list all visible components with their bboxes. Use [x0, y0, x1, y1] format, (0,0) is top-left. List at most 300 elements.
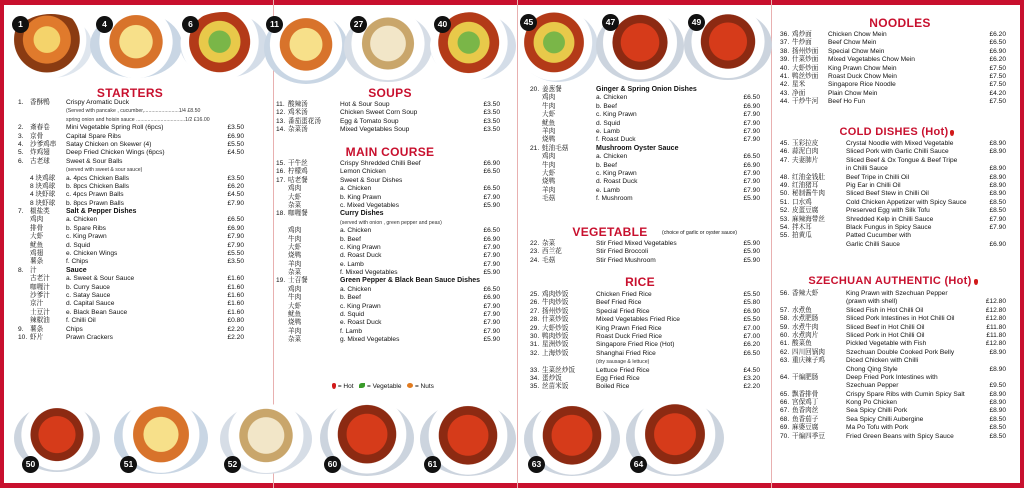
item-name: Beef Ho Fun — [828, 98, 866, 106]
item-chinese-name: 羊肉 — [542, 186, 556, 194]
menu-item-row — [18, 124, 244, 132]
item-price: £7.90 — [483, 193, 500, 201]
item-number: 40. — [780, 64, 790, 72]
panel-fold — [517, 0, 518, 488]
item-name: Chips — [66, 325, 83, 333]
item-chinese-name: 大虾 — [30, 233, 44, 241]
menu-item-row — [780, 407, 1006, 415]
item-chinese-name: 羊肉 — [542, 127, 556, 135]
menu-item-row — [18, 284, 244, 292]
item-chinese-name: 四川回锅肉 — [792, 348, 825, 356]
item-number: 37. — [780, 39, 790, 47]
item-price: £3.50 — [483, 101, 500, 108]
item-name: f. Mushroom — [596, 195, 633, 203]
item-chinese-name: 蒜泥白肉 — [792, 148, 819, 156]
item-chinese-name: 炸鸡翅 — [30, 149, 50, 157]
photo-number-badge: 27 — [350, 16, 367, 33]
item-name: a. 4pcs Chicken Balls — [66, 174, 130, 182]
item-chinese-name: 大虾炒面 — [792, 64, 819, 72]
noodles-list — [780, 31, 1006, 107]
item-chinese-name: 飘香排骨 — [792, 390, 819, 398]
item-name: Lettuce Fried Rice — [596, 366, 650, 374]
photo-number-badge: 6 — [182, 16, 199, 33]
item-number: 62. — [780, 348, 790, 356]
item-chinese-name: 4 块虾球 — [30, 191, 56, 199]
photo-number-badge: 45 — [520, 14, 537, 31]
item-price: £1.60 — [227, 308, 244, 316]
item-name: Beef Chow Mein — [828, 39, 877, 47]
item-name: Plain Chow Mein — [828, 89, 878, 97]
item-price: £7.90 — [743, 119, 760, 127]
item-price: £6.90 — [989, 47, 1006, 55]
item-chinese-name: 咕老餐 — [288, 176, 308, 184]
item-price: £8.50 — [989, 207, 1006, 215]
item-name: Egg Fried Rice — [596, 374, 640, 382]
item-name: Crystal Noodle with Mixed Vegetable — [846, 140, 954, 147]
item-price: £0.80 — [227, 317, 244, 325]
menu-item-row — [276, 118, 500, 126]
item-name: Shredded Kelp in Chilli Sauce — [846, 215, 934, 223]
menu-item-row — [18, 275, 244, 283]
item-number: 19. — [276, 277, 286, 285]
item-chinese-name: 西兰花 — [542, 248, 562, 256]
item-name: (prawn with shell) — [846, 298, 898, 306]
item-price: £7.90 — [483, 302, 500, 310]
photo-number-badge: 61 — [424, 456, 441, 473]
menu-item-row — [18, 149, 244, 157]
item-number: 69. — [780, 424, 790, 432]
item-price: £6.20 — [743, 341, 760, 349]
menu-item-row — [276, 319, 500, 327]
item-chinese-name: 净面 — [792, 89, 806, 97]
item-price: £6.20 — [989, 56, 1006, 64]
item-chinese-name: 红油猪耳 — [792, 181, 819, 189]
item-number: 34. — [530, 374, 540, 382]
item-chinese-name: 柠檬鸡 — [288, 168, 308, 176]
menu-item-row — [276, 168, 500, 176]
item-chinese-name: 牛肉炒饭 — [542, 299, 569, 307]
item-chinese-name: 古老球 — [30, 157, 50, 165]
item-name: f. Lamb — [340, 327, 362, 335]
item-name: d. Roast Duck — [596, 178, 638, 186]
menu-item-row — [276, 336, 500, 344]
item-chinese-name: 烧鸭 — [288, 252, 302, 260]
menu-item-row — [780, 73, 1006, 81]
item-name: Roast Duck Chow Mein — [828, 72, 897, 80]
menu-item-row — [530, 153, 760, 161]
item-price: £3.50 — [227, 258, 244, 266]
item-price: £6.90 — [743, 161, 760, 169]
item-name: Sauce — [66, 266, 87, 274]
menu-item-row — [18, 334, 244, 342]
menu-item-row — [530, 350, 760, 358]
menu-item-row — [276, 269, 500, 277]
item-name: Ginger & Spring Onion Dishes — [596, 86, 697, 93]
item-name: Hot & Sour Soup — [340, 101, 390, 108]
photo-number-badge: 40 — [434, 16, 451, 33]
item-chinese-name: 8 块鸡球 — [30, 182, 56, 190]
item-name: Pickled Vegetable with Fish — [846, 340, 927, 348]
item-name: c. King Prawn — [596, 169, 637, 177]
menu-item-row — [530, 120, 760, 128]
menu-item-row — [530, 136, 760, 144]
item-price: £8.90 — [989, 407, 1006, 415]
item-name: Sliced Pork Intestines in Hot Chilli Oil — [846, 315, 955, 323]
item-price: £5.90 — [743, 256, 760, 264]
item-price: £4.50 — [743, 366, 760, 374]
menu-item-row — [276, 277, 500, 285]
item-chinese-name: 牛肉 — [542, 102, 556, 110]
item-number: 7. — [18, 208, 24, 216]
item-number: 57. — [780, 306, 790, 314]
item-price: £3.20 — [743, 374, 760, 382]
item-chinese-name: 扬州炒面 — [792, 47, 819, 55]
item-price: £4.50 — [227, 149, 244, 157]
item-price: £6.90 — [743, 102, 760, 110]
menu-item-row — [780, 357, 1006, 365]
menu-item-row — [530, 145, 760, 153]
item-price: £8.90 — [989, 140, 1006, 147]
item-price: £8.90 — [989, 365, 1006, 373]
item-name: c. Satay Sauce — [66, 291, 111, 299]
item-number: 3. — [18, 132, 24, 140]
menu-item-row — [18, 326, 244, 334]
item-price: £5.90 — [743, 195, 760, 203]
item-price: £5.90 — [483, 336, 500, 344]
item-name: c. 4pcs Prawn Balls — [66, 191, 124, 199]
item-price: £1.60 — [227, 283, 244, 291]
item-number: 45. — [780, 140, 790, 147]
menu-item-row — [530, 162, 760, 170]
item-price: £7.90 — [743, 136, 760, 144]
item-chinese-name: 拌木耳 — [792, 223, 812, 231]
item-price: £6.50 — [743, 349, 760, 357]
item-chinese-name: 番茄蛋花汤 — [288, 117, 321, 125]
menu-item-row — [780, 174, 1006, 182]
item-price: £7.50 — [989, 81, 1006, 89]
item-chinese-name: 酸辣汤 — [288, 101, 308, 108]
item-number: 12. — [276, 109, 286, 117]
item-number: 35. — [530, 383, 540, 391]
item-chinese-name: 秘制酱牛肉 — [792, 190, 825, 198]
item-number: 2. — [18, 124, 24, 132]
item-name: Satay Chicken on Skewer (4) — [66, 140, 152, 148]
item-price: £7.90 — [743, 169, 760, 177]
item-chinese-name: 羊肉 — [288, 260, 302, 268]
item-price: £7.90 — [227, 199, 244, 207]
item-price: £7.00 — [743, 324, 760, 332]
item-name: Beef Fried Rice — [596, 299, 642, 307]
menu-item-row — [18, 267, 244, 275]
menu-item-row — [18, 317, 244, 325]
menu-item-row — [276, 126, 500, 134]
item-number: 20. — [530, 86, 540, 93]
item-chinese-name: 水煮肉片 — [792, 331, 819, 339]
item-chinese-name: 星米 — [792, 81, 806, 89]
item-price: £12.80 — [985, 340, 1006, 348]
item-price: £7.90 — [483, 252, 500, 260]
item-name: f. Roast Duck — [596, 136, 636, 144]
item-name: f. Chips — [66, 258, 89, 266]
item-number: 23. — [530, 248, 540, 256]
item-number: 44. — [780, 98, 790, 106]
item-price: £6.20 — [989, 31, 1006, 38]
item-price: £1.60 — [227, 300, 244, 308]
menu-item-row — [530, 325, 760, 333]
menu-item-row — [780, 366, 1006, 374]
item-name: Beef Tripe in Chilli Oil — [846, 173, 910, 181]
item-chinese-name: 香辣大虾 — [792, 290, 819, 297]
item-chinese-name: 夫妻肺片 — [792, 156, 819, 164]
item-name: Special Fried Rice — [596, 307, 650, 315]
item-name: Mixed Vegetables Soup — [340, 126, 410, 134]
item-name: c. Mixed Vegetables — [340, 201, 400, 209]
item-number: 48. — [780, 173, 790, 181]
item-name: d. Squid — [340, 311, 365, 319]
item-name: Cold Chicken Appetizer with Spicy Sauce — [846, 198, 967, 206]
item-number: 30. — [530, 332, 540, 340]
menu-item-row — [780, 56, 1006, 64]
item-price: £5.80 — [743, 299, 760, 307]
item-price: £2.20 — [227, 325, 244, 333]
menu-item-row — [780, 416, 1006, 424]
item-price: £7.90 — [483, 243, 500, 251]
item-price: £7.50 — [989, 64, 1006, 72]
item-chinese-name: 鸡炒面 — [792, 31, 812, 38]
item-price: £8.50 — [989, 415, 1006, 423]
item-price: £5.90 — [483, 269, 500, 277]
item-name: c. King Prawn — [340, 302, 381, 310]
menu-item-row — [276, 303, 500, 311]
item-number: 63. — [780, 357, 790, 365]
item-chinese-name: 水煮鱼 — [792, 306, 812, 314]
item-chinese-name: 大虾 — [288, 302, 302, 310]
item-name: Boiled Rice — [596, 383, 630, 391]
menu-item-row — [18, 200, 244, 208]
item-name: d. Squid — [596, 119, 621, 127]
soups-list — [276, 101, 500, 135]
item-name: Green Pepper & Black Bean Sauce Dishes — [340, 277, 481, 285]
item-name: Crispy Spare Ribs with Cumin Spicy Salt — [846, 390, 965, 398]
item-name: e. Lamb — [596, 186, 620, 194]
menu-item-row — [530, 299, 760, 307]
item-name: e. Roast Duck — [340, 319, 382, 327]
item-name: Kong Po Chicken — [846, 399, 897, 407]
item-name: Special Chow Mein — [828, 47, 885, 55]
item-price: £9.50 — [989, 382, 1006, 390]
menu-item-row — [18, 141, 244, 149]
item-name: Singapore Rice Noodle — [828, 81, 896, 89]
leaf-icon — [359, 383, 365, 388]
item-price: £6.50 — [743, 94, 760, 102]
item-name: b. 8pcs Prawn Balls — [66, 199, 124, 207]
legend-nuts: = Nuts — [414, 383, 434, 390]
item-name: Preserved Egg with Silk Tofu — [846, 207, 930, 215]
item-number: 18. — [276, 210, 286, 218]
item-chinese-name: 鸡肉 — [30, 216, 44, 224]
item-name: e. Lamb — [340, 260, 364, 268]
menu-item-row — [780, 190, 1006, 198]
menu-item-row — [530, 178, 760, 186]
item-number: 47. — [780, 156, 790, 164]
menu-item-row — [780, 39, 1006, 47]
item-chinese-name: 什菜炒面 — [792, 56, 819, 64]
item-chinese-name: 鱼香肉丝 — [792, 407, 819, 415]
menu-item-row — [780, 332, 1006, 340]
item-chinese-name: 大虾 — [288, 193, 302, 201]
item-chinese-name: 鸡肉 — [288, 227, 302, 235]
item-chinese-name: 蚝油毛菇 — [542, 144, 569, 152]
menu-item-row — [530, 341, 760, 349]
cold-dishes-title: COLD DISHES (Hot) — [839, 126, 949, 138]
item-chinese-name: 酸菜鱼 — [792, 340, 812, 348]
item-chinese-name: 鸡米汤 — [288, 109, 308, 117]
menu-item-row — [18, 133, 244, 141]
item-name: Mushroom Oyster Sauce — [596, 144, 679, 152]
item-price: £2.20 — [743, 383, 760, 391]
item-chinese-name: 杂菜 — [288, 269, 302, 277]
menu-item-row — [530, 257, 760, 265]
item-name: b. Beef — [596, 161, 617, 169]
item-number: 9. — [18, 325, 24, 333]
item-number: 22. — [530, 240, 540, 247]
menu-item-row — [18, 158, 244, 166]
item-name: Salt & Pepper Dishes — [66, 208, 137, 216]
item-chinese-name: 大虾炒饭 — [542, 324, 569, 332]
item-name: Sliced Pork in Hot Chilli Oil — [846, 331, 925, 339]
item-chinese-name: 京汁 — [30, 300, 44, 308]
item-name: b. Beef — [340, 294, 361, 302]
item-name: e. Lamb — [596, 127, 620, 135]
item-name: Crispy Shredded Chilli Beef — [340, 160, 421, 167]
menu-item-row — [530, 128, 760, 136]
item-number: 39. — [780, 56, 790, 64]
item-name: Stir Fried Broccoli — [596, 248, 649, 256]
item-price: £5.90 — [743, 240, 760, 247]
menu-item-row — [18, 191, 244, 199]
item-number: 24. — [530, 256, 540, 264]
legend-vegetable: = Vegetable — [366, 383, 402, 390]
item-chinese-name: 鸭丝炒面 — [792, 72, 819, 80]
item-price: £5.90 — [743, 248, 760, 256]
item-name: a. Chicken — [340, 285, 372, 293]
item-name: f. Chilli Oil — [66, 317, 96, 325]
menu-item-row — [18, 233, 244, 241]
item-price: £6.90 — [483, 235, 500, 243]
item-name: Stir Fried Mushroom — [596, 256, 656, 264]
item-number: 60. — [780, 331, 790, 339]
menu-item-row — [18, 107, 244, 115]
item-chinese-name: 古老汁 — [30, 275, 50, 283]
item-price: £8.90 — [989, 165, 1006, 173]
item-price: £6.50 — [483, 168, 500, 176]
item-price: £1.60 — [227, 275, 244, 283]
item-price: £6.90 — [483, 294, 500, 302]
item-name: Prawn Crackers — [66, 333, 113, 341]
item-chinese-name: 干炒牛河 — [792, 98, 819, 106]
menu-item-row — [276, 244, 500, 252]
menu-item-row — [530, 308, 760, 316]
item-chinese-name: 沙爹鸡串 — [30, 140, 57, 148]
item-name: Lemon Chicken — [340, 168, 386, 176]
photo-number-badge: 11 — [266, 16, 283, 33]
item-name: Sliced Beef in Hot Chilli Oil — [846, 323, 925, 331]
item-number: 31. — [530, 341, 540, 349]
menu-item-row — [780, 31, 1006, 39]
item-chinese-name: 烧鸭 — [288, 319, 302, 327]
menu-item-row — [530, 316, 760, 324]
item-price: £3.50 — [483, 109, 500, 117]
item-number: 42. — [780, 81, 790, 89]
section-heading-soups: SOUPS — [368, 86, 412, 100]
szechuan-title: SZECHUAN AUTHENTIC (Hot) — [808, 275, 972, 287]
main-course-list — [276, 160, 500, 345]
item-price: £7.90 — [483, 327, 500, 335]
item-chinese-name: 香酥鴨 — [30, 99, 50, 106]
item-number: 65. — [780, 390, 790, 398]
item-name: spring onion and hoisin sauce ..................................1/2 £16.00 — [66, 116, 210, 123]
menu-item-row — [780, 148, 1006, 156]
menu-item-row — [18, 292, 244, 300]
item-number: 11. — [276, 101, 285, 108]
item-chinese-name: 杂菜 — [542, 240, 556, 247]
item-chinese-name: 拍黄瓜 — [792, 232, 812, 240]
item-name: King Prawn Fried Rice — [596, 324, 662, 332]
item-price: £6.90 — [483, 160, 500, 167]
item-price: £7.90 — [483, 311, 500, 319]
menu-item-row — [780, 232, 1006, 240]
szechuan-list — [780, 290, 1006, 441]
item-number: 1. — [18, 99, 24, 106]
item-chinese-name: 鱿鱼 — [288, 311, 302, 319]
item-number: 52. — [780, 207, 790, 215]
item-chinese-name: 沙爹汁 — [30, 291, 50, 299]
item-price: £7.90 — [227, 241, 244, 249]
menu-item-row — [276, 294, 500, 302]
item-chinese-name: 斎春卷 — [30, 124, 50, 132]
menu-item-row — [530, 195, 760, 203]
item-price: £7.90 — [743, 186, 760, 194]
item-chinese-name: 鸡肉炒饭 — [542, 291, 569, 298]
item-price: £5.50 — [227, 140, 244, 148]
item-number: 26. — [530, 299, 540, 307]
item-chinese-name: 麻婆豆腐 — [792, 424, 819, 432]
item-chinese-name: 汁 — [30, 266, 37, 274]
menu-item-row — [780, 207, 1006, 215]
item-price: £2.20 — [227, 333, 244, 341]
menu-item-row — [18, 166, 244, 174]
item-name: a. Sweet & Sour Sauce — [66, 275, 135, 283]
item-chinese-name: 士召餐 — [288, 277, 308, 285]
item-chinese-name: 蛋炒饭 — [542, 374, 562, 382]
item-chinese-name: 鱿鱼 — [30, 241, 44, 249]
item-price: £5.50 — [743, 291, 760, 298]
item-price: £6.50 — [227, 216, 244, 224]
item-price: £8.90 — [989, 173, 1006, 181]
item-number: 56. — [780, 290, 790, 297]
item-price: £7.90 — [989, 215, 1006, 223]
menu-item-row — [780, 298, 1006, 306]
item-number: 13. — [276, 117, 286, 125]
item-name: Szechuan Double Cooked Pork Belly — [846, 348, 955, 356]
item-price: £6.50 — [483, 227, 500, 235]
item-number: 51. — [780, 198, 790, 206]
item-number: 28. — [530, 316, 540, 324]
item-name: g. Mixed Vegetables — [340, 336, 400, 344]
item-number: 50. — [780, 190, 790, 198]
photo-number-badge: 47 — [602, 14, 619, 31]
item-chinese-name: 麻辣海带丝 — [792, 215, 825, 223]
